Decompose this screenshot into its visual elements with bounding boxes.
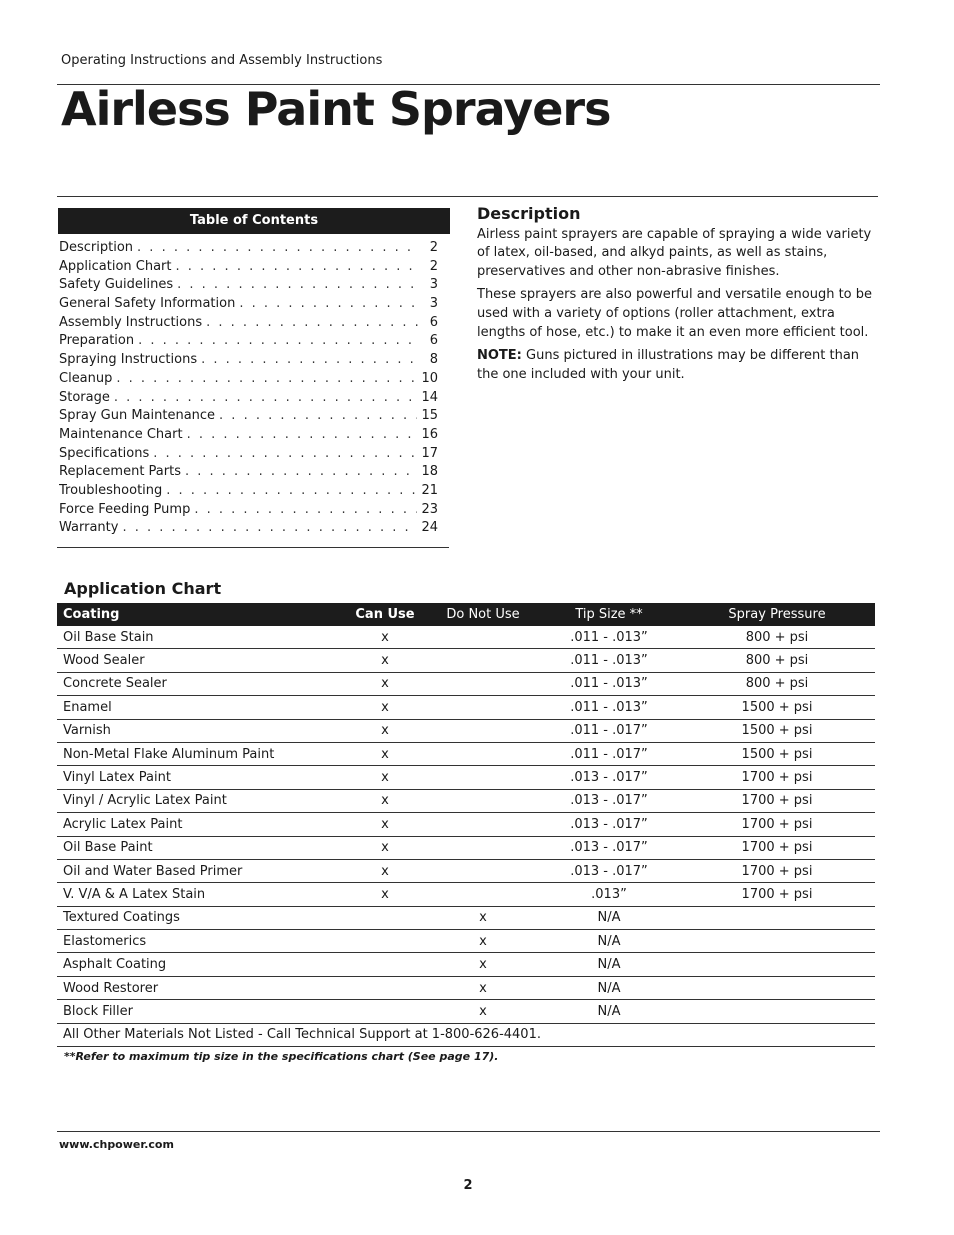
note-text: Guns pictured in illustrations may be different than the one included with your unit.	[477, 348, 860, 382]
do-not-use-cell: x	[427, 930, 539, 953]
toc-entry-page: 6	[429, 333, 438, 349]
toc-entry[interactable]	[59, 390, 438, 409]
section-rule	[57, 196, 878, 197]
column-header: Tip Size **	[539, 603, 679, 626]
tip-size-cell: .011 - .017”	[539, 742, 679, 765]
application-chart-title: Application Chart	[64, 579, 222, 598]
do-not-use-cell	[427, 766, 539, 789]
can-use-cell	[343, 906, 427, 929]
table-row	[57, 930, 875, 953]
page-number: 2	[463, 1178, 473, 1193]
can-use-cell	[343, 976, 427, 999]
description-section	[477, 205, 872, 389]
can-use-cell	[343, 930, 427, 953]
spray-pressure-cell	[679, 930, 875, 953]
column-header: Can Use	[343, 603, 427, 626]
coating-cell: Oil Base Stain	[57, 626, 343, 649]
do-not-use-cell	[427, 626, 539, 649]
do-not-use-cell	[427, 719, 539, 742]
table-row	[57, 766, 875, 789]
coating-cell: Oil and Water Based Primer	[57, 859, 343, 882]
toc-entry-label: Safety Guidelines	[59, 277, 174, 293]
can-use-cell: x	[343, 742, 427, 765]
spray-pressure-cell: 1700 + psi	[679, 813, 875, 836]
toc-entry[interactable]	[59, 371, 438, 390]
toc-leader-dots	[206, 315, 420, 330]
toc-entry-page: 6	[429, 314, 438, 330]
toc-leader-dots	[137, 240, 420, 255]
coating-cell: Asphalt Coating	[57, 953, 343, 976]
tip-size-cell: .013 - .017”	[539, 836, 679, 859]
toc-entry-page: 17	[421, 445, 438, 461]
toc-entry-label: Troubleshooting	[59, 482, 163, 498]
table-row	[57, 976, 875, 999]
toc-entry-page: 10	[421, 370, 438, 386]
toc-entry-label: Description	[59, 240, 134, 255]
toc-entry-page: 14	[421, 389, 438, 405]
toc-entry-label: Storage	[59, 389, 110, 405]
column-header: Do Not Use	[427, 603, 539, 626]
toc-entry-label: Specifications	[59, 445, 150, 461]
toc-entry-page: 3	[429, 296, 438, 312]
toc-leader-dots	[219, 408, 417, 423]
can-use-cell: x	[343, 789, 427, 812]
description-note	[477, 347, 872, 384]
toc-entry-label: General Safety Information	[59, 296, 236, 312]
coating-cell: Non-Metal Flake Aluminum Paint	[57, 742, 343, 765]
tip-size-cell: N/A	[539, 930, 679, 953]
can-use-cell: x	[343, 719, 427, 742]
tip-size-cell: .011 - .013”	[539, 649, 679, 672]
toc-leader-dots	[153, 446, 417, 461]
do-not-use-cell	[427, 789, 539, 812]
table-row	[57, 859, 875, 882]
toc-leader-dots	[176, 259, 421, 274]
can-use-cell: x	[343, 766, 427, 789]
table-row	[57, 906, 875, 929]
can-use-cell: x	[343, 696, 427, 719]
coating-cell: Enamel	[57, 696, 343, 719]
toc-entry-label: Spray Gun Maintenance	[59, 408, 216, 424]
toc-entry[interactable]	[59, 315, 438, 334]
toc-leader-dots	[166, 483, 417, 498]
toc-entry-page: 2	[429, 240, 438, 255]
toc-entry[interactable]	[59, 464, 438, 483]
spray-pressure-cell	[679, 976, 875, 999]
do-not-use-cell: x	[427, 906, 539, 929]
tip-size-cell: .011 - .017”	[539, 719, 679, 742]
toc-leader-dots	[239, 296, 420, 311]
toc-entry-page: 24	[421, 520, 438, 536]
website-link[interactable]: www.chpower.com	[59, 1138, 174, 1151]
toc-entry-label: Cleanup	[59, 370, 113, 386]
description-paragraph-2: These sprayers are also powerful and versatile enough to be used with a variety of options (roller attachment, extra lengths of hose, etc.) to make it an even more efficient tool.	[477, 287, 872, 340]
coating-cell: Block Filler	[57, 1000, 343, 1023]
coating-cell: Concrete Sealer	[57, 672, 343, 695]
can-use-cell: x	[343, 672, 427, 695]
table-row	[57, 789, 875, 812]
toc-entry[interactable]	[59, 483, 438, 502]
toc-entry[interactable]	[59, 446, 438, 465]
do-not-use-cell	[427, 649, 539, 672]
do-not-use-cell	[427, 813, 539, 836]
tip-size-cell: .011 - .013”	[539, 672, 679, 695]
can-use-cell: x	[343, 859, 427, 882]
toc-entry-label: Preparation	[59, 333, 135, 349]
can-use-cell: x	[343, 626, 427, 649]
table-row	[57, 672, 875, 695]
toc-entry-page: 3	[429, 277, 438, 293]
can-use-cell: x	[343, 883, 427, 906]
toc-entry-label: Assembly Instructions	[59, 314, 203, 330]
footer-rule	[57, 1131, 880, 1132]
toc-leader-dots	[201, 352, 420, 367]
toc-entry-page: 16	[421, 426, 438, 442]
do-not-use-cell	[427, 742, 539, 765]
toc-leader-dots	[122, 520, 417, 535]
spray-pressure-cell: 1500 + psi	[679, 742, 875, 765]
toc-entry[interactable]	[59, 520, 438, 539]
toc-entry-page: 23	[421, 501, 438, 517]
toc-entry[interactable]	[59, 352, 438, 371]
description-heading: Description	[477, 204, 581, 223]
toc-leader-dots	[114, 390, 418, 405]
toc-leader-dots	[187, 427, 418, 442]
table-row	[57, 626, 875, 649]
toc-entry-page: 8	[429, 352, 438, 368]
coating-cell: Acrylic Latex Paint	[57, 813, 343, 836]
coating-cell: Vinyl Latex Paint	[57, 766, 343, 789]
toc-heading: Table of Contents	[58, 208, 450, 234]
spray-pressure-cell: 1700 + psi	[679, 883, 875, 906]
do-not-use-cell	[427, 672, 539, 695]
toc-entry[interactable]	[59, 427, 438, 446]
toc-bottom-rule	[57, 547, 449, 548]
toc-entry[interactable]	[59, 240, 438, 259]
toc-entry-page: 15	[421, 408, 438, 424]
table-row	[57, 953, 875, 976]
coating-cell: Varnish	[57, 719, 343, 742]
other-materials-note: All Other Materials Not Listed - Call Technical Support at 1-800-626-4401.	[57, 1023, 875, 1046]
toc-leader-dots	[194, 502, 417, 517]
can-use-cell	[343, 1000, 427, 1023]
spray-pressure-cell: 800 + psi	[679, 672, 875, 695]
table-row	[57, 1000, 875, 1023]
coating-cell: Vinyl / Acrylic Latex Paint	[57, 789, 343, 812]
page-title: Airless Paint Sprayers	[61, 82, 611, 136]
application-chart	[57, 603, 875, 1047]
do-not-use-cell: x	[427, 953, 539, 976]
can-use-cell: x	[343, 813, 427, 836]
do-not-use-cell	[427, 883, 539, 906]
coating-cell: Elastomerics	[57, 930, 343, 953]
column-header: Coating	[57, 603, 343, 626]
toc-entry[interactable]	[59, 259, 438, 278]
can-use-cell: x	[343, 649, 427, 672]
spray-pressure-cell: 800 + psi	[679, 626, 875, 649]
tip-size-cell: .013 - .017”	[539, 859, 679, 882]
can-use-cell: x	[343, 836, 427, 859]
toc-leader-dots	[138, 333, 420, 348]
toc-entry-page: 2	[429, 258, 438, 274]
toc-leader-dots	[185, 464, 417, 479]
table-row	[57, 696, 875, 719]
table-of-contents	[59, 240, 438, 539]
chart-footnote: **Refer to maximum tip size in the specifications chart (See page 17).	[64, 1050, 499, 1063]
toc-entry[interactable]	[59, 408, 438, 427]
do-not-use-cell	[427, 696, 539, 719]
table-row	[57, 883, 875, 906]
do-not-use-cell	[427, 859, 539, 882]
tip-size-cell: .011 - .013”	[539, 626, 679, 649]
chart-header-row	[57, 603, 875, 626]
toc-entry[interactable]	[59, 502, 438, 521]
tip-size-cell: .011 - .013”	[539, 696, 679, 719]
toc-entry[interactable]	[59, 296, 438, 315]
tip-size-cell: N/A	[539, 976, 679, 999]
tip-size-cell: .013 - .017”	[539, 766, 679, 789]
toc-leader-dots	[116, 371, 417, 386]
spray-pressure-cell: 1700 + psi	[679, 859, 875, 882]
coating-cell: Wood Sealer	[57, 649, 343, 672]
toc-entry-label: Spraying Instructions	[59, 352, 198, 368]
table-row	[57, 813, 875, 836]
tip-size-cell: N/A	[539, 906, 679, 929]
tip-size-cell: N/A	[539, 953, 679, 976]
coating-cell: Oil Base Paint	[57, 836, 343, 859]
toc-entry-label: Force Feeding Pump	[59, 501, 191, 517]
table-row	[57, 742, 875, 765]
coating-cell: Textured Coatings	[57, 906, 343, 929]
toc-leader-dots	[177, 277, 420, 292]
column-header: Spray Pressure	[679, 603, 875, 626]
toc-entry-page: 21	[421, 482, 438, 498]
toc-entry[interactable]	[59, 277, 438, 296]
spray-pressure-cell	[679, 906, 875, 929]
toc-entry-page: 18	[421, 464, 438, 480]
toc-entry[interactable]	[59, 333, 438, 352]
table-row	[57, 1023, 875, 1046]
coating-cell: Wood Restorer	[57, 976, 343, 999]
spray-pressure-cell: 1700 + psi	[679, 766, 875, 789]
spray-pressure-cell: 1500 + psi	[679, 719, 875, 742]
toc-entry-label: Application Chart	[59, 258, 172, 274]
table-row	[57, 649, 875, 672]
do-not-use-cell: x	[427, 1000, 539, 1023]
description-paragraph-1: Airless paint sprayers are capable of spraying a wide variety of latex, oil-based, and alkyd paints, as well as stains, preservatives and other non-abrasive finishes.	[477, 226, 872, 279]
note-label: NOTE:	[477, 348, 522, 364]
tip-size-cell: N/A	[539, 1000, 679, 1023]
spray-pressure-cell: 1700 + psi	[679, 836, 875, 859]
tip-size-cell: .013 - .017”	[539, 789, 679, 812]
coating-cell: V. V/A & A Latex Stain	[57, 883, 343, 906]
do-not-use-cell	[427, 836, 539, 859]
spray-pressure-cell: 800 + psi	[679, 649, 875, 672]
table-row	[57, 719, 875, 742]
spray-pressure-cell: 1700 + psi	[679, 789, 875, 812]
toc-entry-label: Warranty	[59, 520, 119, 536]
toc-entry-label: Maintenance Chart	[59, 426, 183, 442]
spray-pressure-cell	[679, 953, 875, 976]
table-row	[57, 836, 875, 859]
tip-size-cell: .013”	[539, 883, 679, 906]
tip-size-cell: .013 - .017”	[539, 813, 679, 836]
document-subtitle: Operating Instructions and Assembly Instructions	[61, 53, 383, 68]
do-not-use-cell: x	[427, 976, 539, 999]
toc-entry-label: Replacement Parts	[59, 464, 181, 480]
spray-pressure-cell: 1500 + psi	[679, 696, 875, 719]
spray-pressure-cell	[679, 1000, 875, 1023]
can-use-cell	[343, 953, 427, 976]
